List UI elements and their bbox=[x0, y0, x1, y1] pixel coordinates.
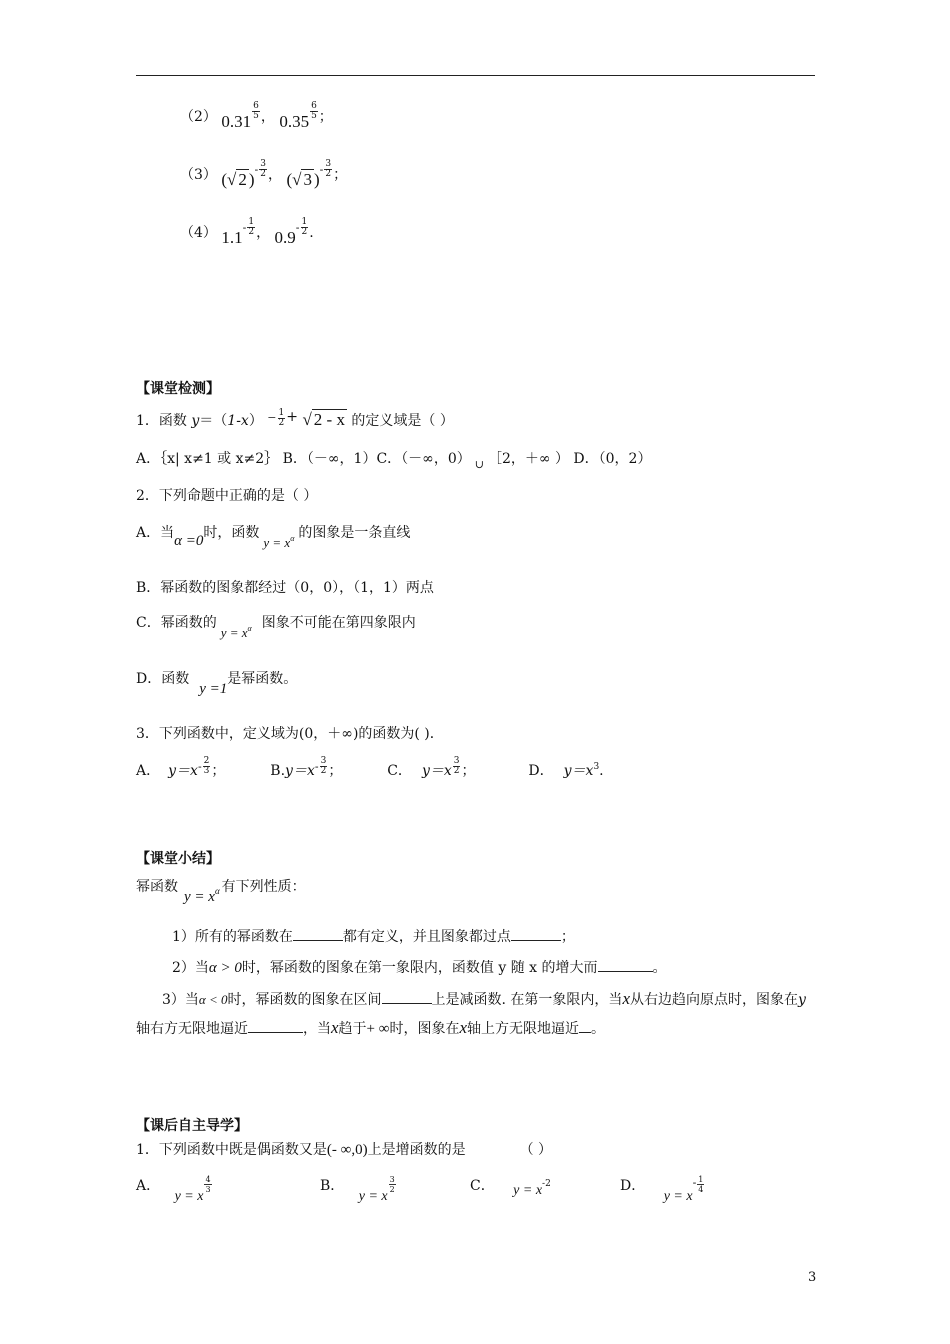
check-question-2-option-d: D．函数y =1是幂函数。 bbox=[136, 671, 298, 697]
header-rule bbox=[136, 75, 815, 76]
exponent: $\frac{3}{2}$ bbox=[325, 158, 332, 179]
separator: ， bbox=[260, 109, 275, 125]
summary-property-2: 2）当α > 0时，幂函数的图象在第一象限内，函数值 y 随 x 的增大而 。 bbox=[172, 960, 667, 976]
separator: ， bbox=[256, 225, 271, 241]
summary-property-1: 1）所有的幂函数在 都有定义，并且图象都过点 ； bbox=[172, 929, 575, 945]
check-question-2: 2．下列命题中正确的是（ ） bbox=[136, 488, 318, 504]
fill-in-blank[interactable] bbox=[293, 940, 343, 941]
exp-minus: - bbox=[295, 221, 300, 234]
item-label: （4） bbox=[180, 225, 217, 241]
exp-minus: - bbox=[242, 221, 247, 234]
end-mark: ； bbox=[318, 109, 333, 125]
section-heading-summary: 【课堂小结】 bbox=[136, 851, 220, 867]
summary-property-3: 3）当α < 0时，幂函数的图象在区间 上是减函数. 在第一象限内，当x从右边趋向原点时，图象在y轴右方无限地逼近 ，当x趋于+ ∞时，图象在x轴上方无限地逼近 。 bbox=[136, 989, 806, 1037]
after-option-a: A． y = x $\frac{4}{3}$ bbox=[136, 1174, 211, 1204]
exponent: $\frac{6}{5}$ bbox=[253, 100, 259, 121]
separator: ， bbox=[268, 167, 282, 183]
exponent: $\frac{1}{2}$ bbox=[301, 216, 308, 237]
base-b: 0.35 bbox=[279, 112, 310, 131]
base-a: 1.1 bbox=[221, 228, 243, 247]
summary-intro: 幂函数y = xα 有下列性质： bbox=[136, 879, 306, 905]
item-label: （3） bbox=[180, 167, 217, 183]
check-question-3: 3．下列函数中，定义域为(0，＋∞)的函数为( )． bbox=[136, 726, 444, 742]
check-question-2-option-b: B．幂函数的图象都经过（0，0），（1，1）两点 bbox=[136, 580, 434, 596]
exp-minus: - bbox=[254, 163, 259, 176]
after-option-c: C． $y = x^{-2}$ bbox=[470, 1178, 551, 1198]
exponent: $\frac{6}{5}$ bbox=[311, 100, 317, 121]
exp-minus: - bbox=[319, 163, 324, 176]
sqrt-expression: (√ 3 ) bbox=[286, 170, 320, 189]
check-question-1: 1．函数 y＝（1-x） − $\frac{1}{2}$ + √ 2 - x 的定义域是（ ） bbox=[136, 407, 454, 429]
end-mark: ； bbox=[333, 167, 348, 183]
sqrt-expression: √ 2 - x bbox=[302, 410, 345, 429]
exercise-3 bbox=[180, 158, 348, 191]
check-question-2-option-a: A．当α =0时，函数y = xα 的图象是一条直线 bbox=[136, 525, 411, 550]
after-question-1: 1．下列函数中既是偶函数又是(- ∞,0)上是增函数的是 （ ） bbox=[136, 1142, 553, 1158]
exercise-4 bbox=[180, 216, 314, 249]
sqrt-expression: (√ 2 ) bbox=[221, 170, 255, 189]
fill-in-blank[interactable] bbox=[579, 1032, 591, 1033]
item-label: （2） bbox=[180, 109, 217, 125]
fill-in-blank[interactable] bbox=[511, 940, 561, 941]
exercise-2 bbox=[180, 100, 333, 133]
fill-in-blank[interactable] bbox=[382, 1003, 432, 1004]
fill-in-blank[interactable] bbox=[598, 971, 653, 972]
section-heading-check: 【课堂检测】 bbox=[136, 381, 220, 397]
check-question-1-options: A．｛x| x≠1 或 x≠2｝ B．（－∞，1）C．（－∞，0） $_\cup$ ［2，＋∞ ） D．（0，2） bbox=[136, 451, 652, 471]
exponent: $\frac{3}{2}$ bbox=[260, 158, 266, 179]
fill-in-blank[interactable] bbox=[248, 1032, 303, 1033]
after-option-b: B． y = x $\frac{3}{2}$ bbox=[320, 1174, 395, 1204]
end-mark: . bbox=[309, 225, 314, 241]
check-question-3-options: A． y＝x- $\frac{2}{3}$ ； B.y＝x- $\frac{3}{2}$ ； C． y＝x $\frac{3}{2}$ ； D． $y=x^3$. bbox=[136, 755, 604, 779]
base-a: 0.31 bbox=[221, 112, 252, 131]
check-question-2-option-c: C．幂函数的y = xα 图象不可能在第四象限内 bbox=[136, 615, 416, 640]
section-heading-after-class: 【课后自主导学】 bbox=[136, 1118, 248, 1134]
page-number: 3 bbox=[808, 1270, 817, 1285]
base-b: 0.9 bbox=[274, 228, 296, 247]
exponent: $\frac{1}{2}$ bbox=[248, 216, 255, 237]
after-option-d: D． y = x- $\frac{1}{4}$ bbox=[620, 1174, 704, 1204]
